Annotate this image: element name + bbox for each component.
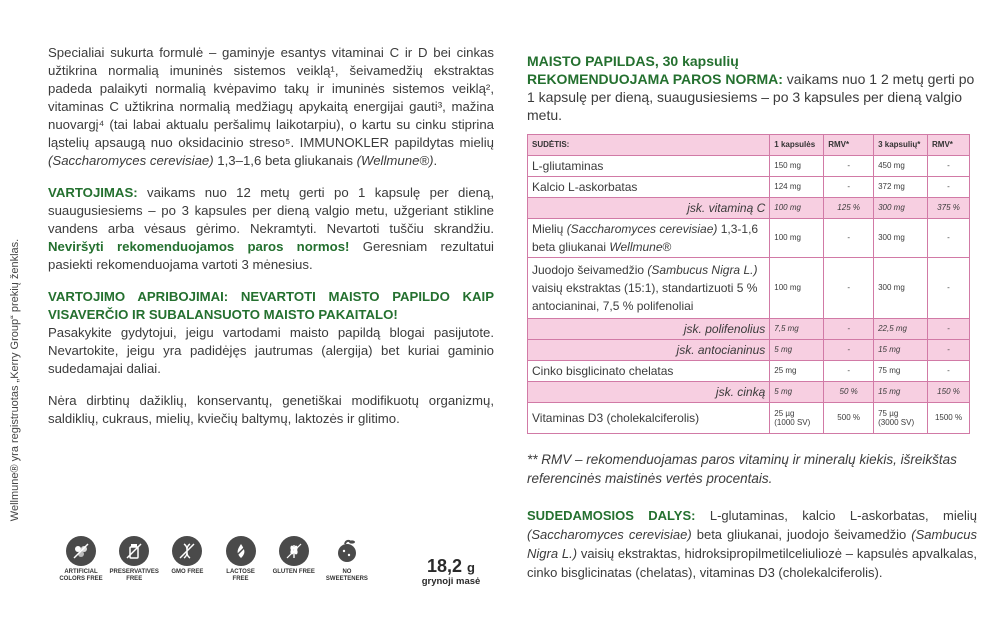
ingredients-label: SUDEDAMOSIOS DALYS: [527,508,696,523]
icon-label: LACTOSE FREE [226,569,255,582]
ingredient-name: jsk. cinką [528,382,770,403]
cell: - [824,340,874,361]
icon-label: GMO FREE [171,569,204,575]
cell: - [928,219,970,258]
cell: 372 mg [874,177,928,198]
cell: 300 mg [874,258,928,319]
cell: 125 % [824,198,874,219]
cell: 100 mg [770,258,824,319]
table-row [528,219,970,258]
intro-italic: (Saccharomyces cerevisiae) [48,153,214,168]
ingredients-paragraph: SUDEDAMOSIOS DALYS: L-glutaminas, kalcio L-askorbatas, mielių (Saccharomyces cerevisiae) beta gliukanai, juodojo šeivamedžio (Sambucus Nigra L.) vaisių ekstraktas, hidroksipropilmetilceliuliozė – kapsulės apvalkalas, cinko bisglicinatas (chelatas), vitaminas D3 (cholekalciferolis). [527,508,978,580]
usage-warning: Neviršyti rekomenduojamos paros normos! [48,239,350,254]
table-row [528,403,970,434]
cell: - [824,177,874,198]
column-header: RMV* [824,135,874,156]
cell: 150 % [928,382,970,403]
cell: 75 mg [874,361,928,382]
cell: - [824,156,874,177]
table-row [528,156,970,177]
right-column [527,52,977,582]
cell: 25 mg [770,361,824,382]
composition-table [527,134,970,434]
icon-label: ARTIFICIAL COLORS FREE [59,569,103,582]
weight-label: grynoji masė [421,576,481,587]
cell: 500 % [824,403,874,434]
ingredient-name: Mielių (Saccharomyces cerevisiae) 1,3-1,6 beta gliukanai Wellmune® [528,219,770,258]
cell: 375 % [928,198,970,219]
cell: - [928,258,970,319]
cell: 100 mg [770,198,824,219]
icon-label: GLUTEN FREE [272,569,315,575]
column-header: 3 kapsulių* [874,135,928,156]
cell: 300 mg [874,219,928,258]
table-row [528,361,970,382]
intro-text: Specialiai sukurta formulė – gaminyje esantys vitaminai C ir D bei cinkas užtikrina normalią imuninės sistemos veiklą¹, šeivamedžių ekstraktas padeda palaikyti normalią kvėpavimo takų ir imuninės sistemos veiklą², vitaminas C užtikrina normalią medžiagų apykaitą energijai gauti³, mažina nuovargį⁴ (tai labai aktualu peršalimų laikotarpiu), o kartu su cinku stiprina ląstelių apsaugą nuo oksidacinio streso⁵. IMMUNOKLER papildytas mielių [48,45,494,150]
ingredient-name: L-gliutaminas [528,156,770,177]
table-row [528,177,970,198]
preservatives-free-icon [111,536,157,596]
net-weight [410,556,492,587]
restrict-title: VARTOJIMO APRIBOJIMAI: NEVARTOTI MAISTO PAPILDO KAIP VISAVERČIO IR SUBALANSUOTO MAISTO PAKAITALO! [48,289,494,322]
free-text: Nėra dirbtinų dažiklių, konservantų, genetiškai modifikuotų organizmų, saldiklių, cukraus, mielių, kviečių baltymų, laktozės ir glitimo. [48,393,494,426]
ingredient-name: jsk. polifenolius [528,319,770,340]
cell: 50 % [824,382,874,403]
daily-dose-text: vaikams nuo 1 2 metų gerti po 1 kapsulę per dieną, suaugusiesiems – po 3 kapsules per dieną valgio metu. [527,71,975,123]
artificial-colors-free-icon [58,536,104,596]
cell: - [824,219,874,258]
cell: 100 mg [770,219,824,258]
table-row [528,258,970,319]
cell: 5 mg [770,340,824,361]
cell: - [928,319,970,340]
ingredient-name: jsk. antocianinus [528,340,770,361]
cell: 5 mg [770,382,824,403]
no-sweeteners-icon [324,536,370,596]
cell: 25 µg (1000 SV) [770,403,824,434]
icon-label: NO SWEETENERS [325,569,368,582]
usage-end: Geresniam rezultatui pasiekti rekomenduojama vartoti 3 mėnesius. [48,239,494,272]
usage-label: VARTOJIMAS: [48,185,138,200]
table-row [528,382,970,403]
cell: 15 mg [874,382,928,403]
lactose-free-icon [218,536,264,596]
cell: 450 mg [874,156,928,177]
weight-unit: g [467,560,475,575]
weight-value: 18,2 [426,556,463,576]
cell: - [824,258,874,319]
trademark-side-note [2,0,28,633]
cell: 22,5 mg [874,319,928,340]
cell: - [824,319,874,340]
table-row [528,198,970,219]
cell: 150 mg [770,156,824,177]
intro-brand: (Wellmune®) [356,153,434,168]
ingredient-name: Juodojo šeivamedžio (Sambucus Nigra L.) vaisių ekstraktas (15:1), standartizuoti 5 % antocianinai, 7,5 % polifenoliai [528,258,770,319]
cell: - [928,340,970,361]
daily-dose-label: REKOMENDUOJAMA PAROS NORMA: [527,71,783,87]
column-header: SUDĖTIS: [528,135,770,156]
usage-paragraph [48,184,494,274]
dosage-header [527,52,977,124]
free-icons-row [58,536,370,596]
ingredient-name: Kalcio L-askorbatas [528,177,770,198]
product-type: MAISTO PAPILDAS, 30 kapsulių [527,53,739,69]
usage-text: vaikams nuo 12 metų gerti po 1 kapsulę per dieną, suaugusiesiems – po 3 kapsules per dieną valgio metu, užgeriant stikline vandens arba vėsaus gėrimo. Nekramtyti. Nevartoti tuščiu skrandžiu. [48,185,494,236]
cell: - [928,156,970,177]
cell: - [824,361,874,382]
table-row [528,319,970,340]
trademark-text: Wellmune® yra registruotas „Kerry Group“ prekių ženklas. [9,238,21,521]
icon-label: PRESERVATIVES FREE [109,569,159,582]
ingredient-name: Cinko bisglicinato chelatas [528,361,770,382]
cell: 300 mg [874,198,928,219]
restrict-text: Pasakykite gydytojui, jeigu vartodami maisto papildą blogai pasijutote. Nevartokite, jeigu yra padidėjęs jautrumas (alergija) bet kuriai gaminio sudedamajai daliai. [48,325,494,376]
ingredient-name: jsk. vitaminą C [528,198,770,219]
table-header [528,135,970,156]
gluten-free-icon [271,536,317,596]
intro-dot: . [433,153,438,168]
intro-end: 1,3–1,6 beta gliukanais [213,153,357,168]
column-header: 1 kapsulės [770,135,824,156]
rmv-note: ** RMV – rekomenduojamas paros vitaminų ir mineralų kiekis, išreikštas referencinės maistinės vertės procentais. [527,452,957,486]
ingredient-name: Vitaminas D3 (cholekalciferolis) [528,403,770,434]
cell: 75 µg (3000 SV) [874,403,928,434]
cell: 1500 % [928,403,970,434]
cell: 15 mg [874,340,928,361]
intro-paragraph [48,44,494,170]
cell: 7,5 mg [770,319,824,340]
cell: 124 mg [770,177,824,198]
cell: - [928,177,970,198]
table-row [528,340,970,361]
column-header: RMV* [928,135,970,156]
gmo-free-icon [164,536,210,596]
cell: - [928,361,970,382]
left-column [48,44,494,442]
